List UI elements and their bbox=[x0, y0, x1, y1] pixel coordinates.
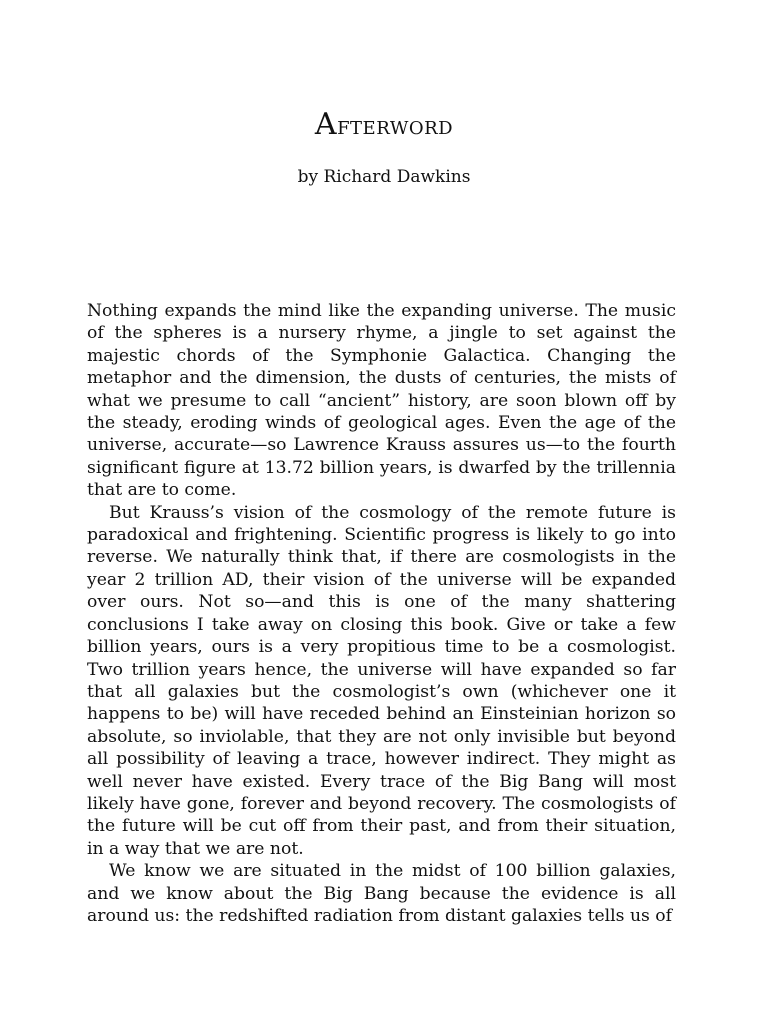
paragraph: We know we are situated in the midst of 100 billion galaxies, and we know about the Big Bang because the evidence is all around us: the redshifted radiation from distant galaxies tells us of bbox=[87, 861, 676, 926]
chapter-title-initial: A bbox=[314, 107, 338, 142]
chapter-title-rest: FTERWORD bbox=[337, 118, 454, 139]
author-byline: by Richard Dawkins bbox=[297, 167, 471, 187]
paragraph: Nothing expands the mind like the expanding universe. The music of the spheres is a nursery rhyme, a jingle to set against the majestic chords of the Symphonie Galactica. Changing the metaphor and the dimension, the dusts of centuries, the mists of what we presume to call “ancient” history, are soon blown off by the steady, eroding winds of geological ages. Even the age of the universe, accurate—so Lawrence Krauss assures us—to the fourth significant figure at 13.72 billion years, is dwarfed by the trillennia that are to come. bbox=[87, 301, 676, 501]
paragraph: But Krauss’s vision of the cosmology of the remote future is paradoxical and frightening. Scientific progress is likely to go into reverse. We naturally think that, if there are cosmologists in the year 2 trillion AD, their vision of the universe will be expanded over ours. Not so—and this is one of the many shattering conclusions I take away on closing this book. Give or take a few billion years, ours is a very propitious time to be a cosmologist. Two trillion years hence, the universe will have expanded so far that all galaxies but the cosmologist’s own (whichever one it happens to be) will have receded behind an Einsteinian horizon so absolute, so inviolable, that they are not only invisible but beyond all possibility of leaving a trace, however indirect. They might as well never have existed. Every trace of the Big Bang will most likely have gone, forever and beyond recovery. The cosmologists of the future will be cut off from their past, and from their situation, in a way that we are not. bbox=[87, 502, 676, 859]
body-text bbox=[87, 300, 676, 927]
chapter-title bbox=[0, 108, 768, 146]
